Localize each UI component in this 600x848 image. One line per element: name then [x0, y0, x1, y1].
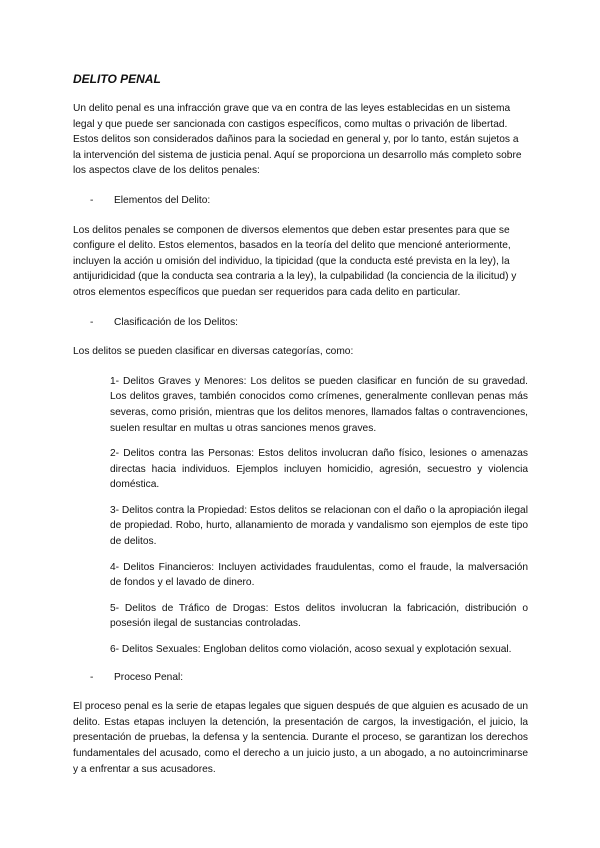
- section-heading-label: Elementos del Delito:: [114, 194, 211, 206]
- bullet-dash: -: [90, 671, 94, 683]
- bullet-dash: -: [90, 316, 94, 328]
- section-heading-clasificacion: [73, 315, 528, 331]
- section-heading-label: Proceso Penal:: [114, 671, 184, 683]
- section-heading-elementos: [73, 193, 528, 209]
- list-item: 4- Delitos Financieros: Incluyen actividades fraudulentas, como el fraude, la malversación de fondos y el lavado de dinero.: [110, 561, 528, 589]
- section-heading-proceso: [73, 670, 528, 686]
- document-title: DELITO PENAL: [73, 72, 161, 86]
- list-item: 3- Delitos contra la Propiedad: Estos delitos se relacionan con el daño o la apropiación ilegal de propiedad. Robo, hurto, allanamiento de morada y vandalismo son ejemplos de este tipo de delitos.: [110, 504, 528, 548]
- classification-list: [110, 374, 528, 658]
- intro-paragraph: Un delito penal es una infracción grave que va en contra de las leyes establecidas en un sistema legal y que puede ser sancionada con castigos específicos, como multas o privación de libertad. Estos delitos son considerados dañinos para la sociedad en general y, por lo tanto, están sujetos a la intervención del sistema de justicia penal. Aquí se proporciona un desarrollo más completo sobre los aspectos clave de los delitos penales:: [73, 103, 522, 177]
- proceso-paragraph: El proceso penal es la serie de etapas legales que siguen después de que alguien es acusado de un delito. Estas etapas incluyen la detención, la presentación de cargos, la investigación, el juicio, la presentación de pruebas, la defensa y la sentencia. Durante el proceso, se garantizan los derechos fundamentales del acusado, como el derecho a un juicio justo, a un abogado, a no autoincriminarse y a enfrentar a sus acusadores.: [73, 701, 528, 775]
- list-item: 2- Delitos contra las Personas: Estos delitos involucran daño físico, lesiones o amenazas directas hacia individuos. Ejemplos incluyen homicidio, agresión, secuestro y violencia doméstica.: [110, 448, 528, 491]
- document-body: [73, 72, 528, 777]
- bullet-dash: -: [90, 194, 94, 206]
- clasificacion-paragraph: Los delitos se pueden clasificar en diversas categorías, como:: [73, 346, 354, 358]
- list-item: 1- Delitos Graves y Menores: Los delitos se pueden clasificar en función de su gravedad. Los delitos graves, también conocidos como crímenes, generalmente conllevan penas más severas, como prisión, mientras que los delitos menores, llamados faltas o contravenciones, suelen resultar en multas u otras sanciones menos graves.: [110, 375, 528, 434]
- section-heading-label: Clasificación de los Delitos:: [114, 316, 239, 328]
- list-item: 5- Delitos de Tráfico de Drogas: Estos delitos involucran la fabricación, distribución o posesión ilegal de sustancias controladas.: [110, 602, 528, 630]
- list-item: 6- Delitos Sexuales: Engloban delitos como violación, acoso sexual y explotación sexual.: [110, 644, 512, 656]
- elementos-paragraph: Los delitos penales se componen de diversos elementos que deben estar presentes para que se configure el delito. Estos elementos, basados en la teoría del delito que mencioné anteriormente, incluyen la acción u omisión del individuo, la tipicidad (que la conducta esté prevista en la ley), la antijuridicidad (que la conducta sea contraria a la ley), la culpabilidad (la conciencia de la ilicitud) y otros elementos específicos que puedan ser requeridos para cada delito en particular.: [73, 224, 517, 298]
